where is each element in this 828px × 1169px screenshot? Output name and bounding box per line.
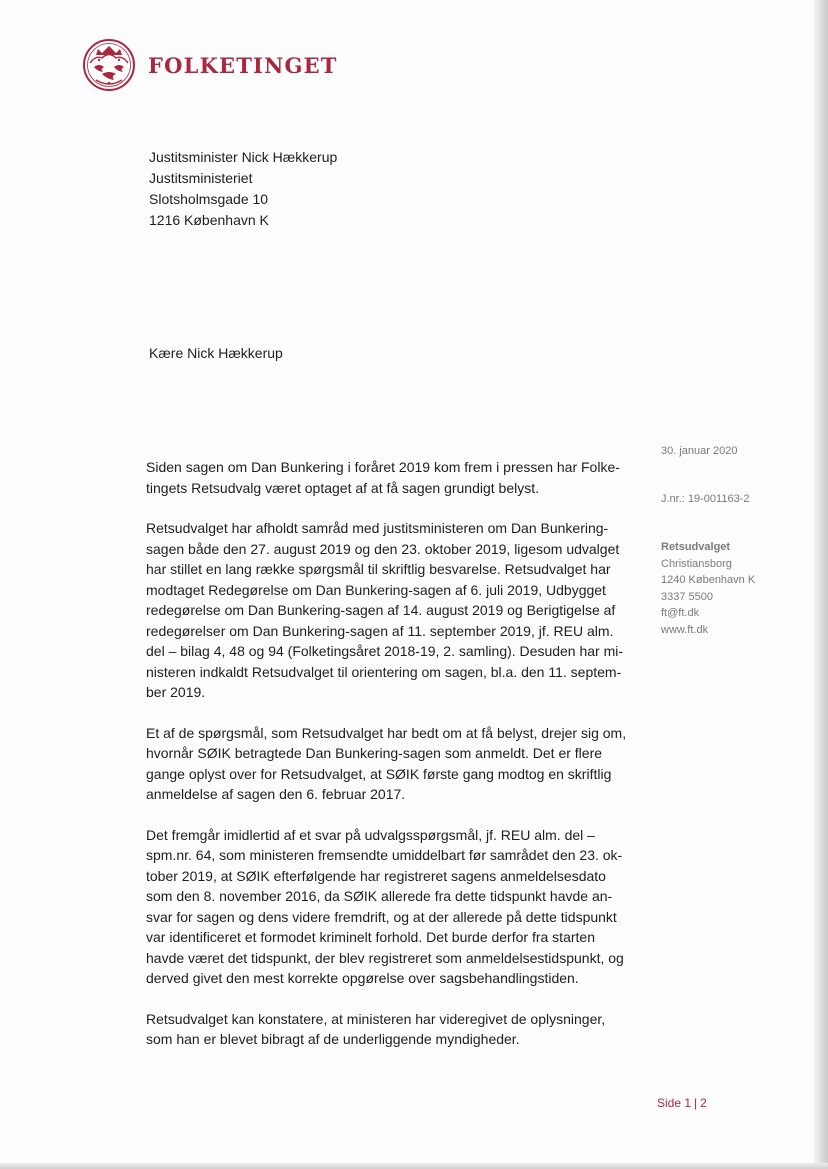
- paragraph: [146, 825, 632, 989]
- sender-block: [661, 539, 755, 638]
- page-label: Side 1: [657, 1096, 692, 1110]
- logo-wordmark: FOLKETINGET: [148, 52, 338, 78]
- text-line: spm.nr. 64, som ministeren fremsendte umiddelbart før samrådet den 23. ok-: [146, 847, 623, 863]
- sender-email: ft@ft.dk: [661, 607, 700, 619]
- address-line: Slotsholmsgade 10: [149, 191, 269, 207]
- paragraph: [146, 518, 632, 703]
- text-line: som han er blevet bibragt af de underliggende myndigheder.: [146, 1031, 520, 1047]
- text-line: tober 2019, at SØIK efterfølgende har registreret sagens anmeldelsesdato: [146, 867, 606, 884]
- text-line: sagen både den 27. august 2019 og den 23. oktober 2019, ligesom udvalget: [146, 540, 620, 557]
- paragraph: [146, 457, 632, 498]
- address-line: 1216 København K: [149, 212, 269, 228]
- page-total: 2: [700, 1096, 707, 1110]
- text-line: har stillet en lang række spørgsmål til skriftlig besvarelse. Retsudvalget har: [146, 561, 611, 577]
- sender-website: www.ft.dk: [661, 623, 709, 636]
- letter-date: 30. januar 2020: [661, 445, 738, 457]
- coat-of-arms-icon: [82, 36, 136, 94]
- sender-line: Christiansborg: [661, 557, 732, 570]
- salutation: Kære Nick Hækkerup: [149, 345, 283, 361]
- letter-body: [146, 457, 632, 1070]
- text-line: Retsudvalget kan konstatere, at ministeren har videregivet de oplysninger,: [146, 1010, 606, 1027]
- paragraph: [146, 723, 632, 805]
- recipient-address: [149, 147, 337, 231]
- sender-org: Retsudvalget: [661, 541, 731, 553]
- text-line: gange oplyst over for Retsudvalget, at SØIK første gang modtog en skriftlig: [146, 765, 612, 782]
- text-line: svar for sagen og dens videre fremdrift, og at der allerede på dette tidspunkt: [146, 908, 617, 925]
- page-separator: |: [694, 1096, 698, 1110]
- text-line: Retsudvalget har afholdt samråd med justitsministeren om Dan Bunkering-: [146, 520, 609, 536]
- text-line: redegørelse om Dan Bunkering-sagen af 14. august 2019 og Berigtigelse af: [146, 602, 616, 618]
- folketinget-logo: [82, 36, 338, 94]
- paragraph: [146, 1009, 632, 1050]
- text-line: som den 8. november 2016, da SØIK allerede fra dette tidspunkt havde an-: [146, 888, 613, 904]
- address-line: Justitsminister Nick Hækkerup: [149, 149, 338, 165]
- journal-number: J.nr.: 19-001163-2: [661, 493, 750, 505]
- text-line: derved givet den mest korrekte opgørelse over sagsbehandlingstiden.: [146, 970, 579, 986]
- page-bottom-edge: [0, 1163, 828, 1169]
- address-line: Justitsministeriet: [149, 170, 253, 186]
- text-line: var identificeret et formodet kriminelt forhold. Det burde derfor fra starten: [146, 929, 595, 945]
- text-line: ber 2019.: [146, 684, 206, 700]
- text-line: modtaget Redegørelse om Dan Bunkering-sagen af 6. juli 2019, Udbygget: [146, 581, 606, 598]
- text-line: Det fremgår imidlertid af et svar på udvalgsspørgsmål, jf. REU alm. del –: [146, 826, 595, 843]
- sender-line: 1240 København K: [661, 574, 756, 586]
- sender-line: 3337 5500: [661, 590, 713, 603]
- text-line: anmeldelse af sagen den 6. februar 2017.: [146, 786, 406, 802]
- text-line: Et af de spørgsmål, som Retsudvalget har bedt om at få belyst, drejer sig om,: [146, 724, 627, 741]
- text-line: redegørelser om Dan Bunkering-sagen af 11. september 2019, jf. REU alm.: [146, 622, 614, 639]
- page-edge: [814, 0, 828, 1169]
- text-line: hvornår SØIK betragtede Dan Bunkering-sagen som anmeldt. Det er flere: [146, 745, 603, 761]
- text-line: nisteren indkaldt Retsudvalget til orientering om sagen, bl.a. den 11. septem-: [146, 663, 622, 680]
- text-line: del – bilag 4, 48 og 94 (Folketingsåret 2018-19, 2. samling). Desuden har mi-: [146, 643, 624, 659]
- text-line: tingets Retsudvalg været optaget af at få sagen grundigt belyst.: [146, 479, 540, 496]
- text-line: havde været det tidspunkt, der blev registreret som anmeldelsestidspunkt, og: [146, 949, 624, 966]
- page-number: [657, 1096, 707, 1110]
- text-line: Siden sagen om Dan Bunkering i foråret 2019 kom frem i pressen har Folke-: [146, 459, 620, 475]
